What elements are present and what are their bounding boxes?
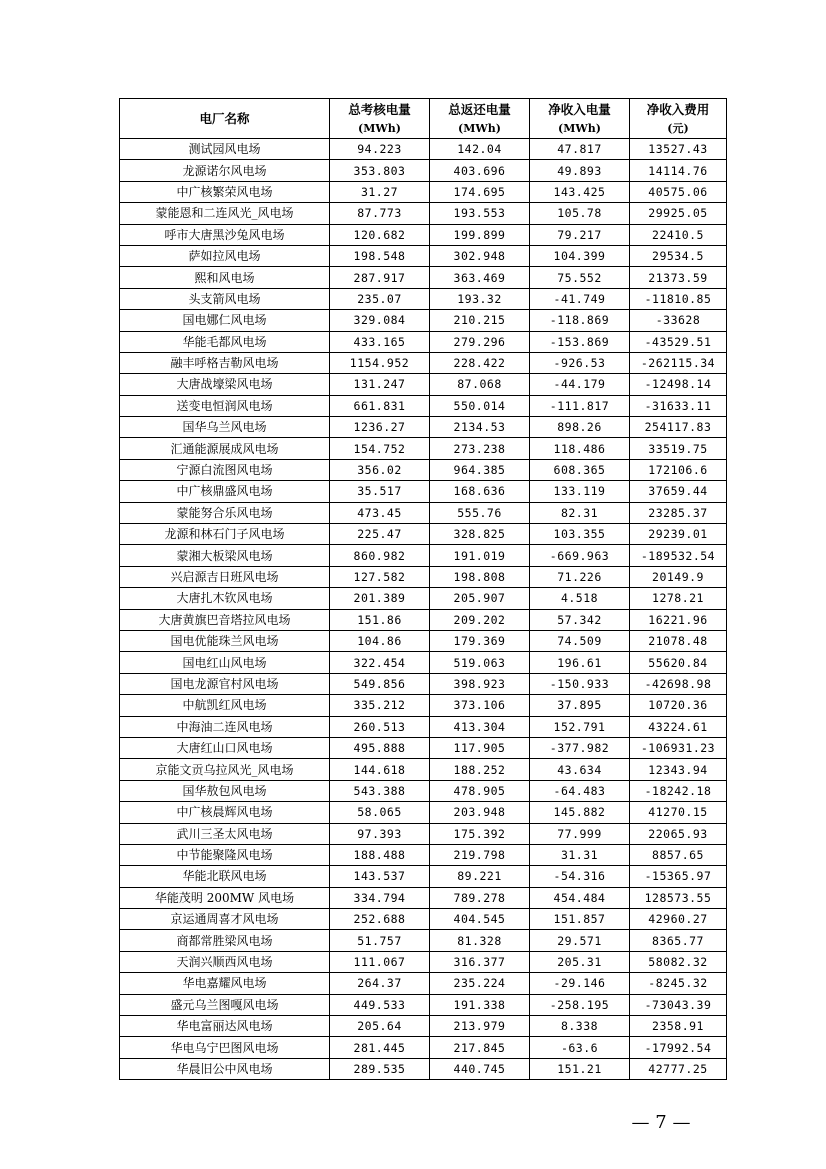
plant-name-cell: 熙和风电场 <box>120 267 330 288</box>
value-cell: 188.488 <box>330 844 430 865</box>
plant-name-cell: 中节能聚隆风电场 <box>120 844 330 865</box>
value-cell: 42960.27 <box>630 909 727 930</box>
plant-name-cell: 华晨旧公中风电场 <box>120 1058 330 1079</box>
table-row <box>120 267 727 288</box>
value-cell: 205.907 <box>430 588 530 609</box>
table-row <box>120 802 727 823</box>
plant-name-cell: 头支箭风电场 <box>120 288 330 309</box>
value-cell: 33519.75 <box>630 438 727 459</box>
value-cell: 964.385 <box>430 459 530 480</box>
value-cell: 608.365 <box>530 459 630 480</box>
column-header <box>330 99 430 139</box>
value-cell: 191.338 <box>430 994 530 1015</box>
table-row <box>120 417 727 438</box>
plant-name-cell: 华电富丽达风电场 <box>120 1016 330 1037</box>
plant-name-cell: 大唐战壕梁风电场 <box>120 374 330 395</box>
plant-name-cell: 中广核晨辉风电场 <box>120 802 330 823</box>
value-cell: -106931.23 <box>630 737 727 758</box>
plant-name-cell: 盛元乌兰图嘎风电场 <box>120 994 330 1015</box>
plant-name-cell: 华能北联风电场 <box>120 866 330 887</box>
value-cell: -111.817 <box>530 395 630 416</box>
value-cell: 860.982 <box>330 545 430 566</box>
plant-name-cell: 蒙能恩和二连风光_风电场 <box>120 203 330 224</box>
value-cell: 8.338 <box>530 1016 630 1037</box>
column-header <box>630 99 727 139</box>
plant-name-cell: 龙源诺尔风电场 <box>120 160 330 181</box>
value-cell: 198.808 <box>430 566 530 587</box>
plant-name-cell: 国电龙源官村风电场 <box>120 673 330 694</box>
table-row <box>120 951 727 972</box>
value-cell: 219.798 <box>430 844 530 865</box>
value-cell: 179.369 <box>430 630 530 651</box>
value-cell: 154.752 <box>330 438 430 459</box>
value-cell: 41270.15 <box>630 802 727 823</box>
value-cell: 228.422 <box>430 352 530 373</box>
table-row <box>120 288 727 309</box>
value-cell: 118.486 <box>530 438 630 459</box>
plant-name-cell: 华电嘉耀风电场 <box>120 973 330 994</box>
column-header-title: 总考核电量 <box>348 101 411 117</box>
value-cell: -15365.97 <box>630 866 727 887</box>
value-cell: 75.552 <box>530 267 630 288</box>
value-cell: 454.484 <box>530 887 630 908</box>
plant-name-cell: 华能毛都风电场 <box>120 331 330 352</box>
value-cell: 47.817 <box>530 139 630 160</box>
plant-name-cell: 萨如拉风电场 <box>120 245 330 266</box>
value-cell: -926.53 <box>530 352 630 373</box>
page-number: — 7 — <box>631 1112 691 1133</box>
value-cell: 550.014 <box>430 395 530 416</box>
value-cell: 210.215 <box>430 310 530 331</box>
table-row <box>120 780 727 801</box>
plant-name-cell: 国电优能珠兰风电场 <box>120 630 330 651</box>
value-cell: 260.513 <box>330 716 430 737</box>
value-cell: 89.221 <box>430 866 530 887</box>
value-cell: 329.084 <box>330 310 430 331</box>
plant-name-cell: 大唐扎木钦风电场 <box>120 588 330 609</box>
value-cell: 449.533 <box>330 994 430 1015</box>
value-cell: 543.388 <box>330 780 430 801</box>
value-cell: 478.905 <box>430 780 530 801</box>
value-cell: 168.636 <box>430 481 530 502</box>
value-cell: 217.845 <box>430 1037 530 1058</box>
plant-name-cell: 国电娜仁风电场 <box>120 310 330 331</box>
table-row <box>120 566 727 587</box>
value-cell: 193.32 <box>430 288 530 309</box>
column-header-unit: (元) <box>667 121 689 135</box>
value-cell: 287.917 <box>330 267 430 288</box>
table-row <box>120 630 727 651</box>
value-cell: 144.618 <box>330 759 430 780</box>
table-row <box>120 866 727 887</box>
plant-name-cell: 京能文贡乌拉风光_风电场 <box>120 759 330 780</box>
value-cell: 151.857 <box>530 909 630 930</box>
table-row <box>120 139 727 160</box>
value-cell: -43529.51 <box>630 331 727 352</box>
plant-name-cell: 华能茂明 200MW 风电场 <box>120 887 330 908</box>
value-cell: 43224.61 <box>630 716 727 737</box>
value-cell: 37.895 <box>530 695 630 716</box>
value-cell: 353.803 <box>330 160 430 181</box>
value-cell: 82.31 <box>530 502 630 523</box>
table-row <box>120 331 727 352</box>
value-cell: -44.179 <box>530 374 630 395</box>
plant-name-cell: 蒙湘大板梁风电场 <box>120 545 330 566</box>
value-cell: -63.6 <box>530 1037 630 1058</box>
table-row <box>120 203 727 224</box>
value-cell: 35.517 <box>330 481 430 502</box>
value-cell: 97.393 <box>330 823 430 844</box>
table-row <box>120 759 727 780</box>
table-row <box>120 374 727 395</box>
value-cell: 74.509 <box>530 630 630 651</box>
table-row <box>120 1016 727 1037</box>
value-cell: 133.119 <box>530 481 630 502</box>
value-cell: 549.856 <box>330 673 430 694</box>
value-cell: 22410.5 <box>630 224 727 245</box>
value-cell: 21078.48 <box>630 630 727 651</box>
table-row <box>120 481 727 502</box>
plant-name-cell: 国电红山风电场 <box>120 652 330 673</box>
value-cell: 42777.25 <box>630 1058 727 1079</box>
value-cell: 209.202 <box>430 609 530 630</box>
value-cell: 2358.91 <box>630 1016 727 1037</box>
value-cell: 172106.6 <box>630 459 727 480</box>
value-cell: 433.165 <box>330 331 430 352</box>
value-cell: 225.47 <box>330 524 430 545</box>
column-header <box>430 99 530 139</box>
table-row <box>120 652 727 673</box>
value-cell: 289.535 <box>330 1058 430 1079</box>
table-row <box>120 737 727 758</box>
value-cell: 196.61 <box>530 652 630 673</box>
table-row <box>120 395 727 416</box>
value-cell: 191.019 <box>430 545 530 566</box>
table-row <box>120 438 727 459</box>
table-body <box>120 139 727 1080</box>
column-header <box>120 99 330 139</box>
value-cell: 235.224 <box>430 973 530 994</box>
value-cell: 16221.96 <box>630 609 727 630</box>
value-cell: 188.252 <box>430 759 530 780</box>
value-cell: 29239.01 <box>630 524 727 545</box>
value-cell: -31633.11 <box>630 395 727 416</box>
table-row <box>120 524 727 545</box>
value-cell: 58.065 <box>330 802 430 823</box>
value-cell: -18242.18 <box>630 780 727 801</box>
value-cell: 128573.55 <box>630 887 727 908</box>
value-cell: 316.377 <box>430 951 530 972</box>
column-header-unit: (MWh) <box>558 121 601 135</box>
value-cell: 49.893 <box>530 160 630 181</box>
value-cell: 29534.5 <box>630 245 727 266</box>
value-cell: 205.31 <box>530 951 630 972</box>
plant-name-cell: 京运通周喜才风电场 <box>120 909 330 930</box>
value-cell: 2134.53 <box>430 417 530 438</box>
value-cell: 519.063 <box>430 652 530 673</box>
table-row <box>120 844 727 865</box>
table-row <box>120 459 727 480</box>
value-cell: 31.31 <box>530 844 630 865</box>
value-cell: -41.749 <box>530 288 630 309</box>
value-cell: -11810.85 <box>630 288 727 309</box>
value-cell: 71.226 <box>530 566 630 587</box>
value-cell: 37659.44 <box>630 481 727 502</box>
value-cell: 40575.06 <box>630 181 727 202</box>
value-cell: 213.979 <box>430 1016 530 1037</box>
value-cell: 143.425 <box>530 181 630 202</box>
value-cell: 1154.952 <box>330 352 430 373</box>
plant-name-cell: 大唐红山口风电场 <box>120 737 330 758</box>
column-header-title: 净收入费用 <box>646 101 710 117</box>
settlement-table <box>119 98 727 1080</box>
value-cell: 120.682 <box>330 224 430 245</box>
value-cell: 77.999 <box>530 823 630 844</box>
value-cell: -153.869 <box>530 331 630 352</box>
value-cell: 55620.84 <box>630 652 727 673</box>
value-cell: 203.948 <box>430 802 530 823</box>
value-cell: 127.582 <box>330 566 430 587</box>
column-header-unit: (MWh) <box>458 121 501 135</box>
column-header-title: 电厂名称 <box>199 111 250 126</box>
value-cell: 8365.77 <box>630 930 727 951</box>
table-header <box>120 99 727 139</box>
value-cell: 29925.05 <box>630 203 727 224</box>
value-cell: 254117.83 <box>630 417 727 438</box>
table-row <box>120 224 727 245</box>
plant-name-cell: 天润兴顺西风电场 <box>120 951 330 972</box>
value-cell: 413.304 <box>430 716 530 737</box>
value-cell: 335.212 <box>330 695 430 716</box>
value-cell: 440.745 <box>430 1058 530 1079</box>
value-cell: 58082.32 <box>630 951 727 972</box>
plant-name-cell: 呼市大唐黑沙兔风电场 <box>120 224 330 245</box>
plant-name-cell: 大唐黄旗巴音塔拉风电场 <box>120 609 330 630</box>
value-cell: -12498.14 <box>630 374 727 395</box>
value-cell: 252.688 <box>330 909 430 930</box>
value-cell: 131.247 <box>330 374 430 395</box>
plant-name-cell: 国华乌兰风电场 <box>120 417 330 438</box>
table-row <box>120 1058 727 1079</box>
value-cell: 363.469 <box>430 267 530 288</box>
value-cell: 404.545 <box>430 909 530 930</box>
header-row <box>120 99 727 139</box>
column-header-title: 净收入电量 <box>548 101 611 117</box>
value-cell: 79.217 <box>530 224 630 245</box>
table-row <box>120 673 727 694</box>
table-row <box>120 181 727 202</box>
plant-name-cell: 蒙能努合乐风电场 <box>120 502 330 523</box>
value-cell: 151.21 <box>530 1058 630 1079</box>
value-cell: 281.445 <box>330 1037 430 1058</box>
plant-name-cell: 龙源和林石门子风电场 <box>120 524 330 545</box>
value-cell: 199.899 <box>430 224 530 245</box>
value-cell: 12343.94 <box>630 759 727 780</box>
table-row <box>120 930 727 951</box>
table-row <box>120 160 727 181</box>
value-cell: 94.223 <box>330 139 430 160</box>
table-row <box>120 823 727 844</box>
value-cell: 152.791 <box>530 716 630 737</box>
table-row <box>120 1037 727 1058</box>
table-row <box>120 502 727 523</box>
table-row <box>120 352 727 373</box>
value-cell: -33628 <box>630 310 727 331</box>
plant-name-cell: 兴启源吉日班风电场 <box>120 566 330 587</box>
value-cell: 555.76 <box>430 502 530 523</box>
table-row <box>120 609 727 630</box>
value-cell: 142.04 <box>430 139 530 160</box>
value-cell: 264.37 <box>330 973 430 994</box>
value-cell: 13527.43 <box>630 139 727 160</box>
value-cell: -377.982 <box>530 737 630 758</box>
plant-name-cell: 中广核繁荣风电场 <box>120 181 330 202</box>
value-cell: 51.757 <box>330 930 430 951</box>
value-cell: 87.773 <box>330 203 430 224</box>
value-cell: -17992.54 <box>630 1037 727 1058</box>
plant-name-cell: 测试园风电场 <box>120 139 330 160</box>
value-cell: 81.328 <box>430 930 530 951</box>
value-cell: 198.548 <box>330 245 430 266</box>
column-header <box>530 99 630 139</box>
value-cell: 373.106 <box>430 695 530 716</box>
value-cell: 473.45 <box>330 502 430 523</box>
value-cell: 29.571 <box>530 930 630 951</box>
value-cell: 8857.65 <box>630 844 727 865</box>
plant-name-cell: 商都常胜梁风电场 <box>120 930 330 951</box>
value-cell: -8245.32 <box>630 973 727 994</box>
table-row <box>120 887 727 908</box>
table-row <box>120 695 727 716</box>
table-row <box>120 245 727 266</box>
value-cell: 111.067 <box>330 951 430 972</box>
value-cell: 334.794 <box>330 887 430 908</box>
plant-name-cell: 华电乌宁巴图风电场 <box>120 1037 330 1058</box>
table-row <box>120 310 727 331</box>
value-cell: 4.518 <box>530 588 630 609</box>
value-cell: -64.483 <box>530 780 630 801</box>
value-cell: 789.278 <box>430 887 530 908</box>
value-cell: 105.78 <box>530 203 630 224</box>
column-header-title: 总返还电量 <box>448 101 511 117</box>
table-row <box>120 716 727 737</box>
value-cell: 661.831 <box>330 395 430 416</box>
plant-name-cell: 中海油二连风电场 <box>120 716 330 737</box>
value-cell: 151.86 <box>330 609 430 630</box>
value-cell: 495.888 <box>330 737 430 758</box>
value-cell: -669.963 <box>530 545 630 566</box>
value-cell: 235.07 <box>330 288 430 309</box>
value-cell: 328.825 <box>430 524 530 545</box>
value-cell: 143.537 <box>330 866 430 887</box>
value-cell: 87.068 <box>430 374 530 395</box>
value-cell: 302.948 <box>430 245 530 266</box>
plant-name-cell: 中广核鼎盛风电场 <box>120 481 330 502</box>
value-cell: -118.869 <box>530 310 630 331</box>
value-cell: 23285.37 <box>630 502 727 523</box>
plant-name-cell: 送变电恒润风电场 <box>120 395 330 416</box>
value-cell: 57.342 <box>530 609 630 630</box>
value-cell: 193.553 <box>430 203 530 224</box>
value-cell: -150.933 <box>530 673 630 694</box>
value-cell: 356.02 <box>330 459 430 480</box>
value-cell: 1278.21 <box>630 588 727 609</box>
plant-name-cell: 宁源白流图风电场 <box>120 459 330 480</box>
plant-name-cell: 中航凯红风电场 <box>120 695 330 716</box>
value-cell: 1236.27 <box>330 417 430 438</box>
value-cell: 104.86 <box>330 630 430 651</box>
value-cell: 104.399 <box>530 245 630 266</box>
value-cell: 273.238 <box>430 438 530 459</box>
value-cell: 10720.36 <box>630 695 727 716</box>
value-cell: 21373.59 <box>630 267 727 288</box>
table-row <box>120 588 727 609</box>
plant-name-cell: 武川三圣太风电场 <box>120 823 330 844</box>
value-cell: -73043.39 <box>630 994 727 1015</box>
value-cell: -189532.54 <box>630 545 727 566</box>
value-cell: 898.26 <box>530 417 630 438</box>
value-cell: 205.64 <box>330 1016 430 1037</box>
table-row <box>120 909 727 930</box>
plant-name-cell: 融丰呼格吉勒风电场 <box>120 352 330 373</box>
table-row <box>120 545 727 566</box>
value-cell: 398.923 <box>430 673 530 694</box>
value-cell: 201.389 <box>330 588 430 609</box>
plant-name-cell: 国华敖包风电场 <box>120 780 330 801</box>
value-cell: -258.195 <box>530 994 630 1015</box>
value-cell: -29.146 <box>530 973 630 994</box>
value-cell: 279.296 <box>430 331 530 352</box>
value-cell: 31.27 <box>330 181 430 202</box>
value-cell: 20149.9 <box>630 566 727 587</box>
value-cell: 103.355 <box>530 524 630 545</box>
value-cell: -54.316 <box>530 866 630 887</box>
value-cell: 14114.76 <box>630 160 727 181</box>
value-cell: 403.696 <box>430 160 530 181</box>
value-cell: 117.905 <box>430 737 530 758</box>
table-row <box>120 973 727 994</box>
value-cell: 175.392 <box>430 823 530 844</box>
value-cell: 43.634 <box>530 759 630 780</box>
value-cell: 322.454 <box>330 652 430 673</box>
value-cell: -262115.34 <box>630 352 727 373</box>
plant-name-cell: 汇通能源展成风电场 <box>120 438 330 459</box>
table-row <box>120 994 727 1015</box>
value-cell: 174.695 <box>430 181 530 202</box>
value-cell: 22065.93 <box>630 823 727 844</box>
value-cell: -42698.98 <box>630 673 727 694</box>
column-header-unit: (MWh) <box>358 121 401 135</box>
value-cell: 145.882 <box>530 802 630 823</box>
